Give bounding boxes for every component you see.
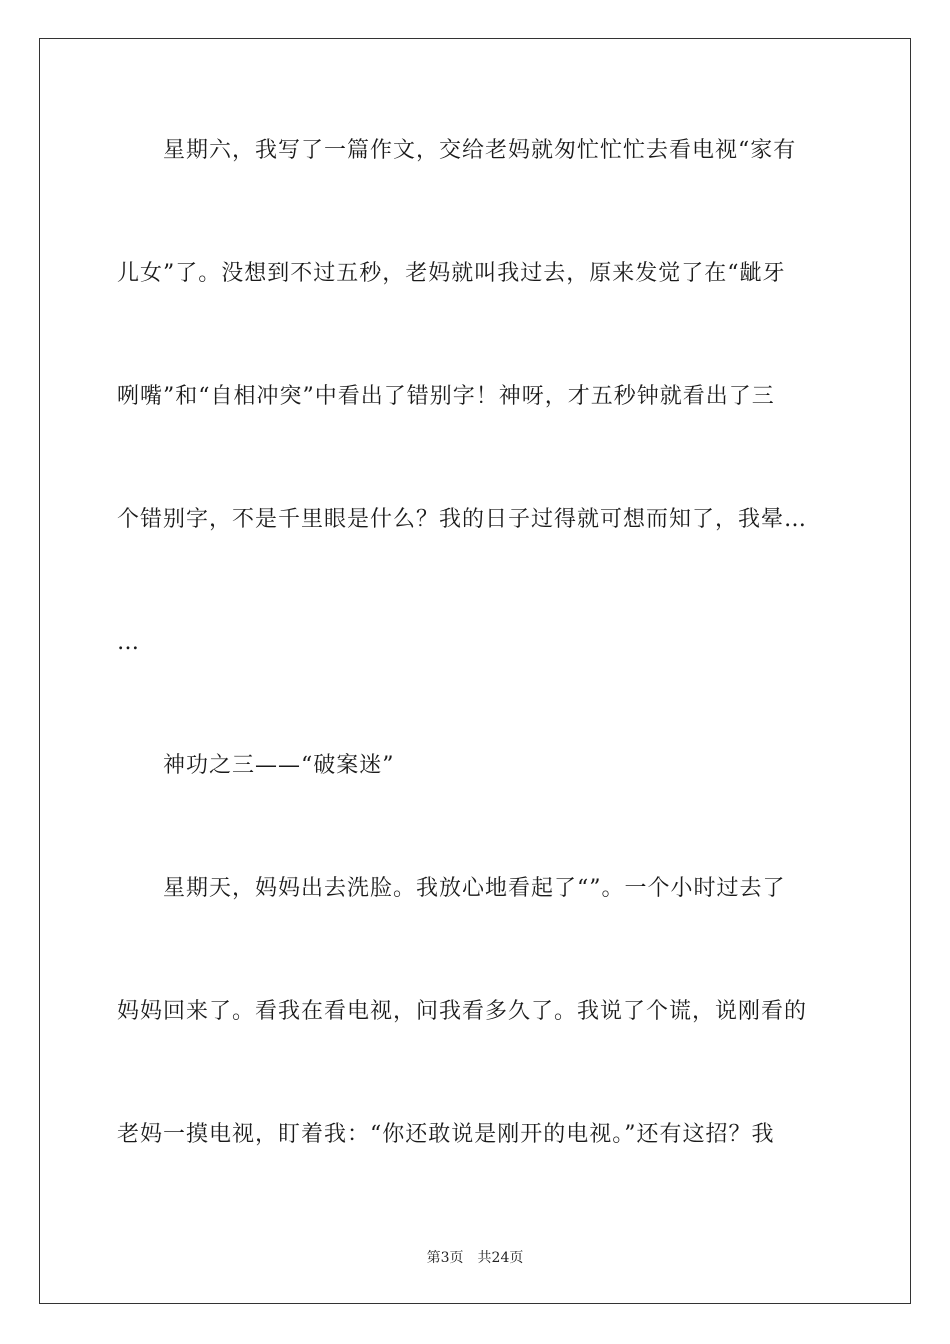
- paragraph-line: 老妈一摸电视，盯着我：“你还敢说是刚开的电视。”还有这招？我: [117, 1122, 775, 1147]
- paragraph-line: 咧嘴”和“自相冲突”中看出了错别字！神呀，才五秒钟就看出了三: [117, 384, 775, 409]
- paragraph-line: 星期六，我写了一篇作文，交给老妈就匆忙忙忙去看电视“家有: [163, 138, 797, 163]
- page-number: 第3页: [426, 1250, 464, 1266]
- paragraph-line: 妈妈回来了。看我在看电视，问我看多久了。我说了个谎，说刚看的: [117, 999, 808, 1024]
- paragraph-line: 个错别字，不是千里眼是什么？我的日子过得就可想而知了，我晕…: [117, 507, 808, 532]
- paragraph-line: 星期天，妈妈出去洗脸。我放心地看起了“”。一个小时过去了: [163, 876, 786, 901]
- paragraph-line: 儿女”了。没想到不过五秒，老妈就叫我过去，原来发觉了在“龇牙: [117, 261, 786, 286]
- page-border: [39, 38, 911, 1304]
- page-footer: [0, 1247, 950, 1267]
- page-total: 共24页: [477, 1250, 524, 1266]
- paragraph-line: …: [117, 630, 140, 655]
- section-heading: 神功之三——“破案迷”: [163, 753, 395, 778]
